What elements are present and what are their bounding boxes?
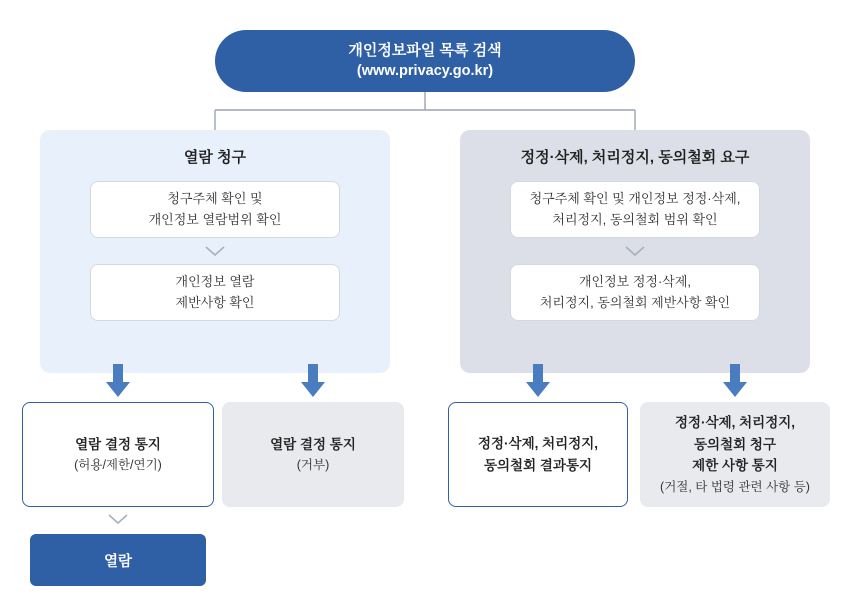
result-line-2: (허용/제한/연기) xyxy=(74,458,162,473)
root-subtitle: (www.privacy.go.kr) xyxy=(356,63,494,80)
panel-left-step-1 xyxy=(90,181,340,238)
panel-inspection-request xyxy=(40,130,390,373)
arrow-down-icon-3 xyxy=(525,364,551,398)
chevron-down-icon xyxy=(460,238,810,264)
result-line-1: 정정·삭제, 처리정지, xyxy=(674,415,796,431)
result-line-1: 열람 결정 통지 xyxy=(75,436,161,452)
chevron-down-icon xyxy=(40,238,390,264)
result-line-4: (거절, 타 법령 관련 사항 등) xyxy=(660,479,810,494)
arrow-down-icon-4 xyxy=(722,364,748,398)
result-line-1: 열람 결정 통지 xyxy=(270,436,356,452)
chevron-down-icon-final xyxy=(106,508,130,530)
result-box-2 xyxy=(222,402,404,507)
step-line-1: 개인정보 정정·삭제, xyxy=(578,274,692,290)
panel-right-title: 정정·삭제, 처리정지, 동의철회 요구 xyxy=(520,149,750,166)
panel-right-step-1 xyxy=(510,181,760,238)
result-line-1: 정정·삭제, 처리정지, xyxy=(477,435,599,451)
panel-correction-request xyxy=(460,130,810,373)
final-node xyxy=(30,534,206,586)
panel-left-title: 열람 청구 xyxy=(183,149,247,166)
step-line-1: 청구주체 확인 및 개인정보 정정·삭제, xyxy=(529,191,741,207)
final-label: 열람 xyxy=(103,553,132,570)
step-line-2: 처리정지, 동의철회 제반사항 확인 xyxy=(539,294,731,310)
result-line-2: 동의철회 결과통지 xyxy=(483,457,593,473)
result-line-2: 동의철회 청구 xyxy=(694,436,776,452)
step-line-2: 제반사항 확인 xyxy=(175,294,255,310)
root-node xyxy=(215,30,635,92)
result-line-3: 제한 사항 통지 xyxy=(692,458,778,474)
arrow-down-icon-1 xyxy=(105,364,131,398)
arrow-down-icon-2 xyxy=(300,364,326,398)
result-box-3 xyxy=(448,402,628,507)
step-line-1: 개인정보 열람 xyxy=(175,274,255,290)
step-line-2: 개인정보 열람범위 확인 xyxy=(148,211,282,227)
result-box-1 xyxy=(22,402,214,507)
step-line-2: 처리정지, 동의철회 범위 확인 xyxy=(552,211,718,227)
root-title: 개인정보파일 목록 검색 xyxy=(348,41,502,59)
result-box-4 xyxy=(640,402,830,507)
panel-left-step-2 xyxy=(90,264,340,321)
result-line-2: (거부) xyxy=(296,458,330,473)
step-line-1: 청구주체 확인 및 xyxy=(167,191,263,207)
panel-right-step-2 xyxy=(510,264,760,321)
